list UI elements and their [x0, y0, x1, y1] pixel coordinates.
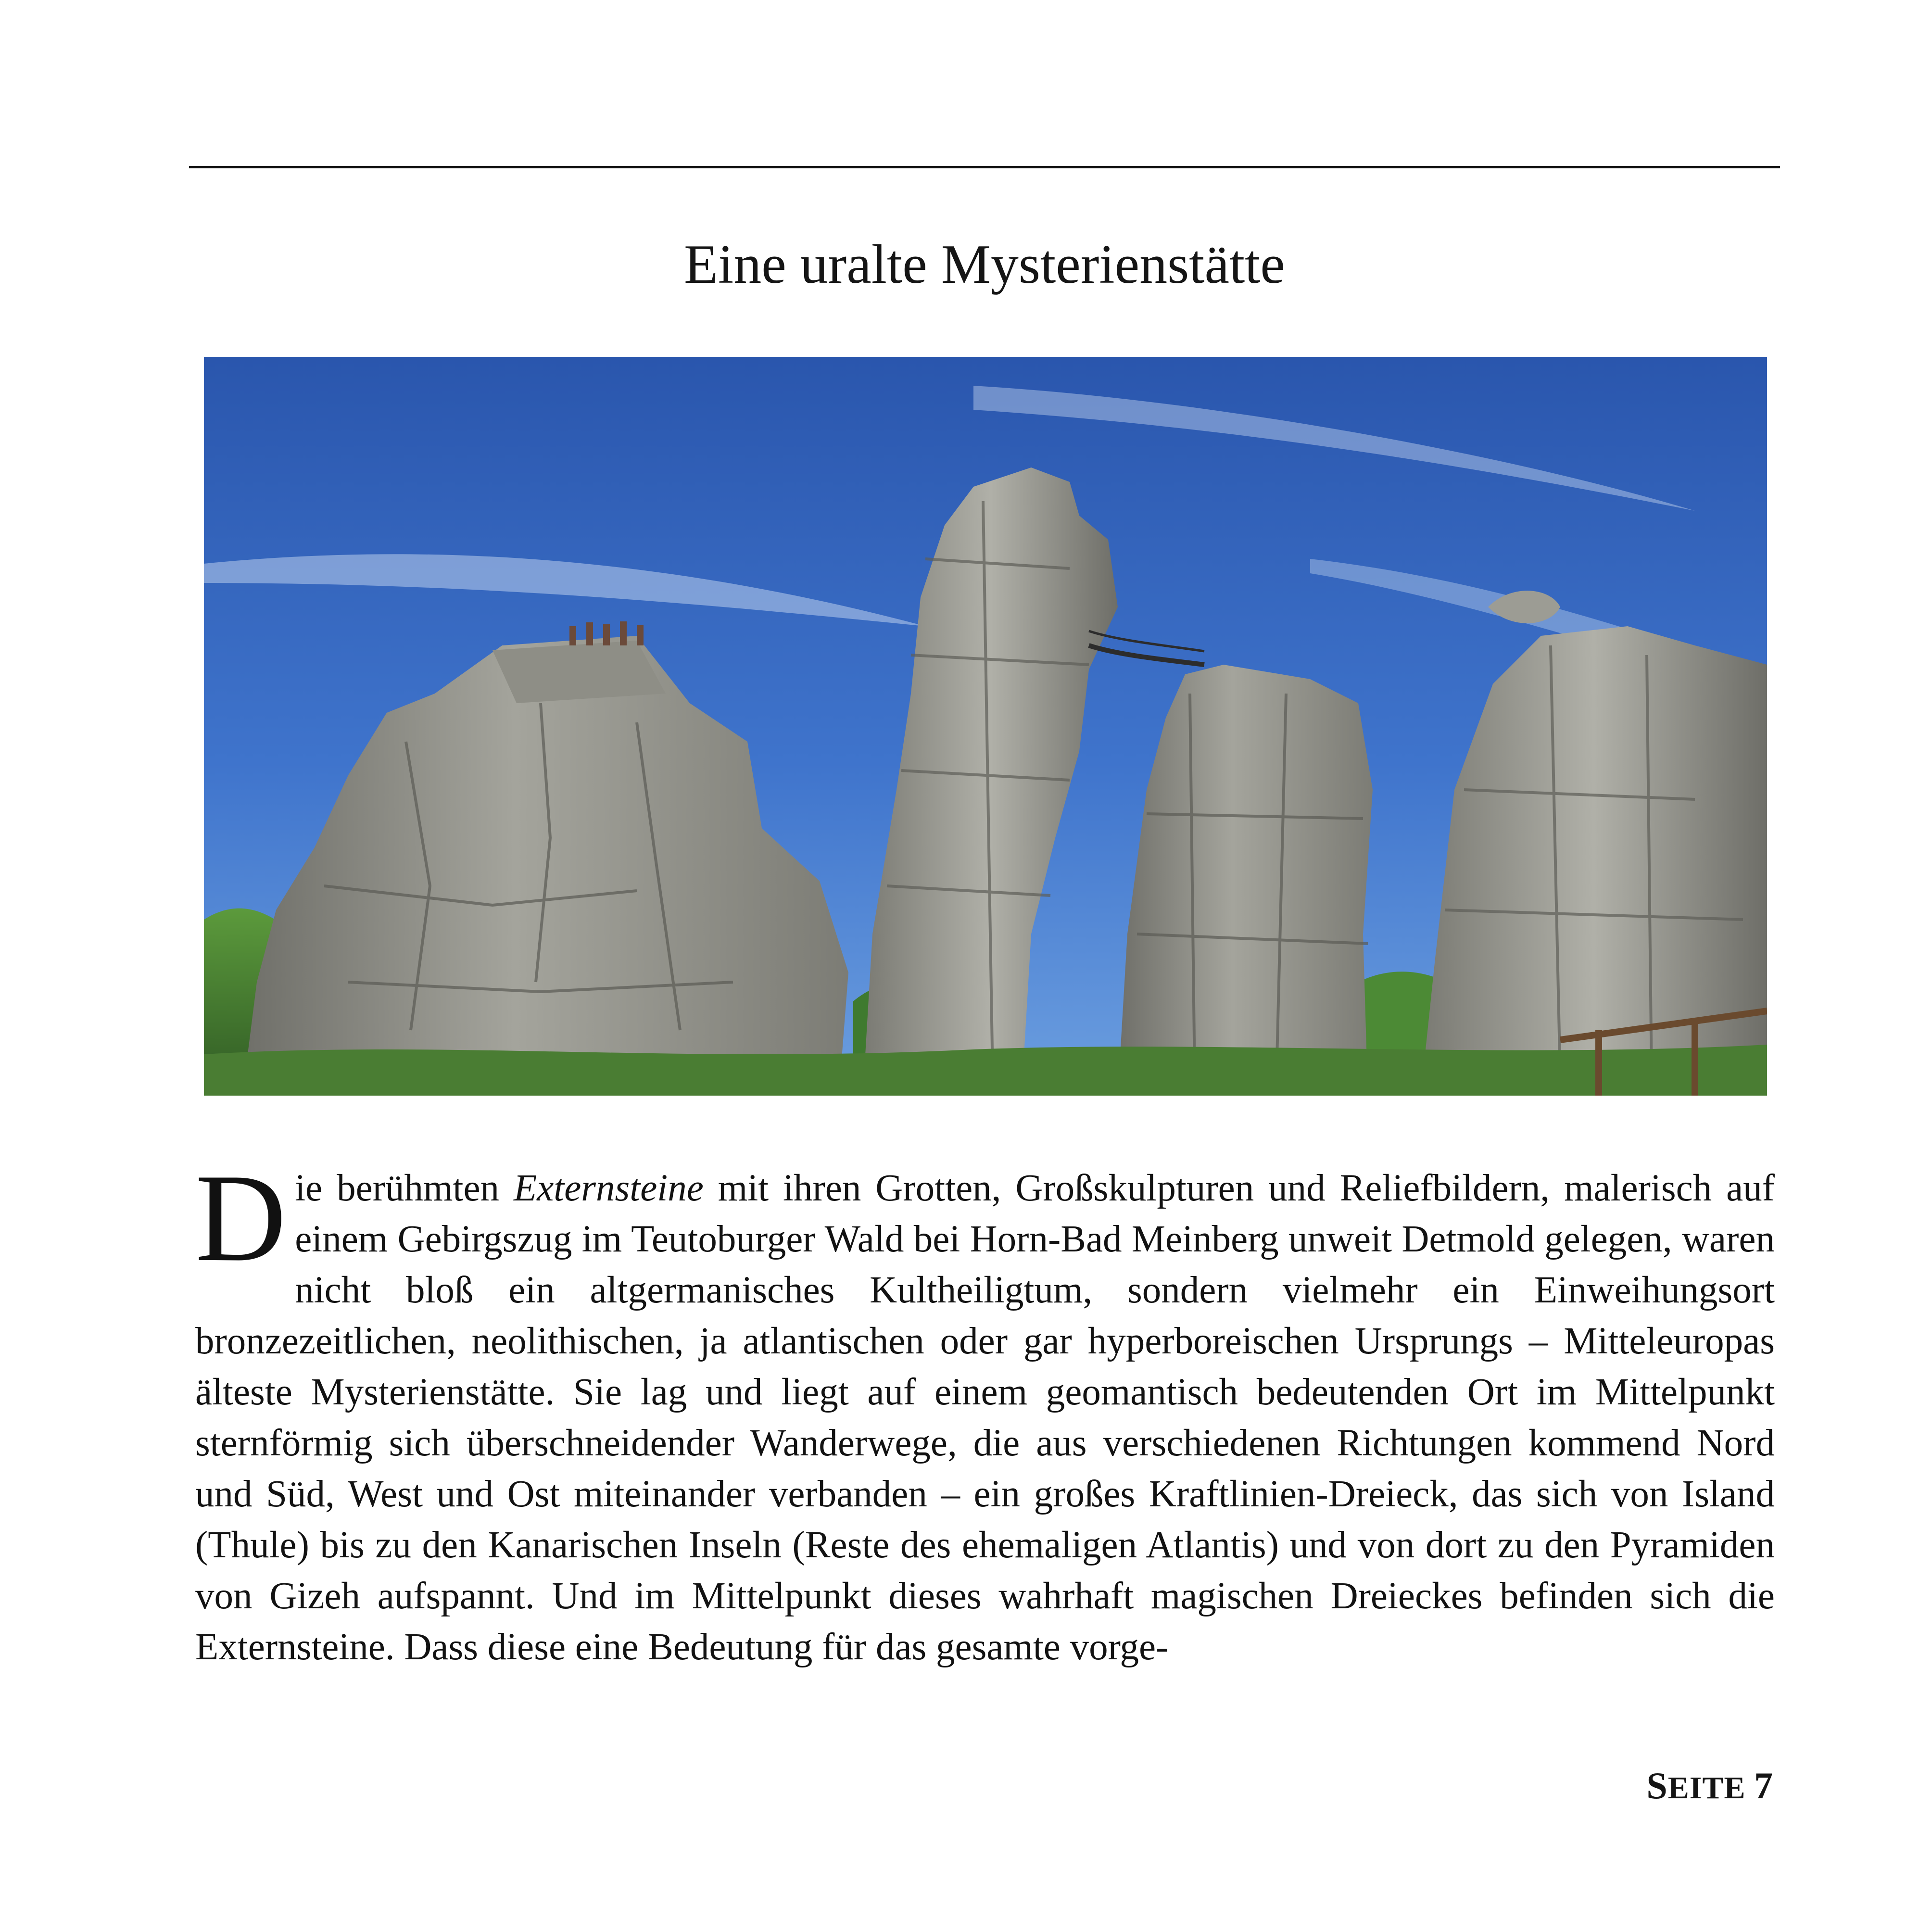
- drop-cap: D: [195, 1148, 287, 1288]
- page-label-initial: S: [1646, 1765, 1668, 1806]
- page-label-rest: EITE: [1667, 1770, 1746, 1806]
- paragraph-text-rest: mit ihren Grotten, Großskulpturen und Reliefbildern, malerisch auf einem Gebirgszug im Teutoburger Wald bei Horn-Bad Meinberg unweit Detmold gelegen, waren nicht bloß ein altgermanisches Kultheiligtum, sondern vielmehr ein Einweihungsort bronzezeitlichen, neolithischen, ja atlantischen oder gar hyperboreischen Ursprungs – Mitteleuropas älteste Mysterienstätte. Sie lag und liegt auf einem geomantisch bedeutenden Ort im Mittelpunkt sternförmig sich überschneidender Wanderwege, die aus verschiedenen Richtungen kommend Nord und Süd, West und Ost miteinander verbanden – ein großes Kraftlinien-Dreieck, das sich von Island (Thule) bis zu den Kanarischen Inseln (Reste des ehemaligen Atlantis) und von dort zu den Pyramiden von Gizeh aufspannt. Und im Mittelpunkt dieses wahrhaft magischen Dreieckes befinden sich die Externsteine. Dass diese eine Bedeutung für das gesamte vorge-: [195, 1167, 1775, 1668]
- header-rule: [189, 166, 1780, 168]
- externsteine-photo: [204, 357, 1767, 1096]
- paragraph-text-start: ie berühmten: [295, 1167, 514, 1209]
- body-paragraph: [195, 1148, 1775, 1673]
- page-number: [1646, 1764, 1773, 1807]
- page-number-value: 7: [1754, 1765, 1773, 1806]
- term-externsteine: Externsteine: [513, 1167, 704, 1209]
- externsteine-photo-illustration: [204, 357, 1767, 1096]
- page-title: Eine uralte Mysterienstätte: [684, 234, 1285, 295]
